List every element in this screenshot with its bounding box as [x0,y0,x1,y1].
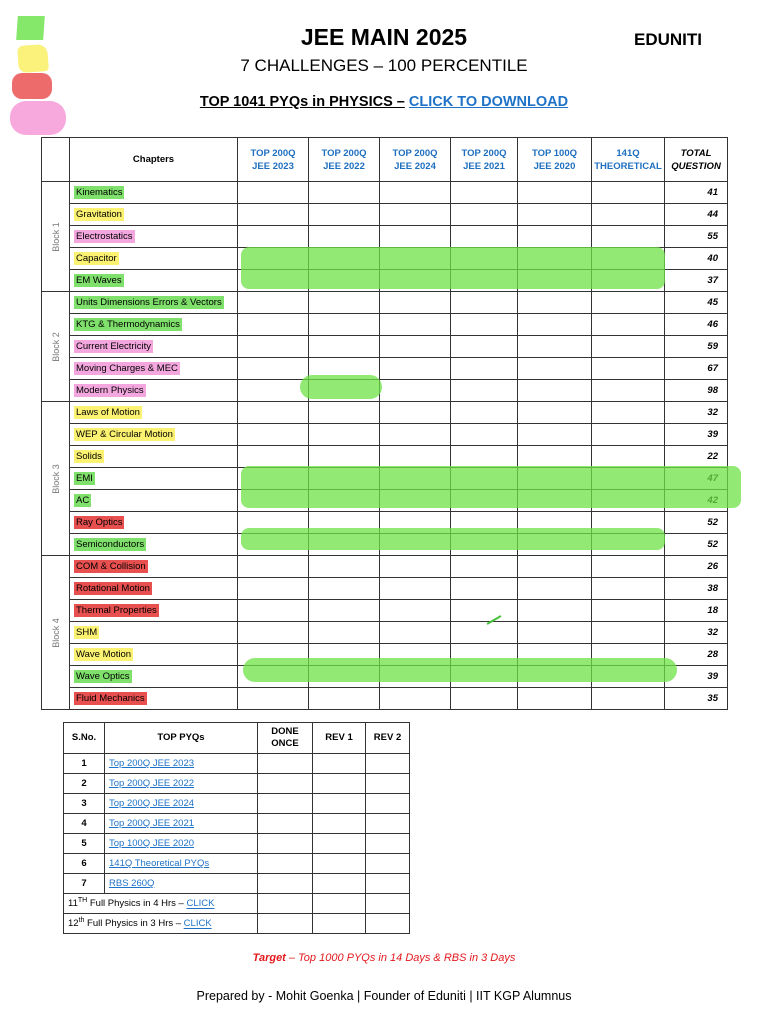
total-questions: 44 [665,204,728,226]
progress-cell[interactable] [309,688,380,710]
pyq-set-link[interactable]: Top 100Q JEE 2020 [109,838,195,849]
total-questions: 41 [665,182,728,204]
chapter-row [42,292,728,314]
progress-cell[interactable] [592,402,665,424]
target-text: – Top 1000 PYQs in 14 Days & RBS in 3 Days [285,952,516,964]
progress-cell[interactable] [309,292,380,314]
serial-number: 1 [64,754,105,774]
full-physics-cell: 12th Full Physics in 3 Hrs – CLICK [64,914,258,934]
highlight-stroke [243,658,677,682]
total-questions: 67 [665,358,728,380]
chapter-name: Wave Optics [70,666,238,688]
pyq-set-link[interactable]: 141Q Theoretical PYQs [109,858,210,869]
download-line [0,94,768,110]
progress-cell[interactable] [592,358,665,380]
col-header-jee-2020: TOP 100Q JEE 2020 [518,138,592,182]
chapter-name: Ray Optics [70,512,238,534]
progress-cell[interactable] [238,622,309,644]
total-questions: 98 [665,380,728,402]
rev2-cell[interactable] [366,754,410,774]
chapter-name: COM & Collision [70,556,238,578]
progress-cell[interactable] [518,358,592,380]
progress-cell[interactable] [309,226,380,248]
progress-cell[interactable] [309,622,380,644]
pyq-set-cell [105,854,258,874]
progress-cell[interactable] [238,688,309,710]
rev1-cell[interactable] [313,854,366,874]
chapter-name: Kinematics [70,182,238,204]
progress-cell[interactable] [518,380,592,402]
progress-cell[interactable] [238,424,309,446]
progress-cell[interactable] [592,226,665,248]
progress-cell[interactable] [451,380,518,402]
pyq-tracker-table [63,722,410,934]
total-questions: 38 [665,578,728,600]
col-header-jee-2024: TOP 200Q JEE 2024 [380,138,451,182]
page-title: JEE MAIN 2025 [300,24,468,50]
tracker-header [64,723,410,754]
progress-cell[interactable] [238,446,309,468]
pyq-set-cell [105,794,258,814]
progress-cell[interactable] [380,556,451,578]
progress-cell[interactable] [451,336,518,358]
done-once-cell[interactable] [258,874,313,894]
done-once-cell[interactable] [258,794,313,814]
block-header [42,138,70,182]
tracker-row [64,754,410,774]
serial-number: 6 [64,854,105,874]
chapter-row [42,578,728,600]
chapter-name: EMI [70,468,238,490]
progress-cell[interactable] [592,424,665,446]
block-label: Block 1 [42,182,70,292]
progress-cell[interactable] [380,380,451,402]
rev2-cell[interactable] [366,894,410,914]
chapter-name: EM Waves [70,270,238,292]
progress-cell[interactable] [592,380,665,402]
progress-cell[interactable] [592,204,665,226]
chapters-header: Chapters [70,138,238,182]
rev1-cell[interactable] [313,874,366,894]
progress-cell[interactable] [592,292,665,314]
chapter-row [42,600,728,622]
brand-name: EDUNITI [634,30,702,49]
block-label: Block 4 [42,556,70,710]
progress-cell[interactable] [309,578,380,600]
progress-cell[interactable] [451,424,518,446]
progress-cell[interactable] [380,182,451,204]
tracker-row [64,794,410,814]
chapter-name: WEP & Circular Motion [70,424,238,446]
total-questions: 40 [665,248,728,270]
progress-cell[interactable] [309,600,380,622]
rev1-cell[interactable] [313,834,366,854]
serial-number: 4 [64,814,105,834]
total-questions: 52 [665,534,728,556]
progress-cell[interactable] [451,314,518,336]
total-questions: 55 [665,226,728,248]
progress-cell[interactable] [451,226,518,248]
total-questions: 39 [665,666,728,688]
total-questions: 46 [665,314,728,336]
progress-cell[interactable] [309,204,380,226]
chapter-name: Wave Motion [70,644,238,666]
progress-cell[interactable] [238,380,309,402]
highlight-stroke [241,247,665,289]
chapter-name: Gravitation [70,204,238,226]
serial-number: 3 [64,794,105,814]
serial-number: 7 [64,874,105,894]
rev2-cell[interactable] [366,814,410,834]
rev2-header: REV 2 [366,723,410,754]
chapter-name: Semiconductors [70,534,238,556]
progress-cell[interactable] [238,226,309,248]
target-label: Target [252,952,286,964]
chapter-table-header [42,138,728,182]
progress-cell[interactable] [380,600,451,622]
highlight-stroke [241,466,741,508]
progress-cell[interactable] [518,688,592,710]
progress-cell[interactable] [309,336,380,358]
progress-cell[interactable] [592,336,665,358]
chapter-row [42,402,728,424]
progress-cell[interactable] [592,446,665,468]
col-header-total: TOTAL QUESTION [665,138,728,182]
progress-cell[interactable] [380,314,451,336]
progress-cell[interactable] [518,424,592,446]
progress-cell[interactable] [592,688,665,710]
rev2-cell[interactable] [366,874,410,894]
chapter-row [42,556,728,578]
progress-cell[interactable] [451,402,518,424]
chapter-name: Fluid Mechanics [70,688,238,710]
progress-cell[interactable] [309,556,380,578]
progress-cell[interactable] [238,402,309,424]
block-label: Block 2 [42,292,70,402]
progress-cell[interactable] [380,204,451,226]
tracker-extra-row [64,894,410,914]
chapter-row [42,622,728,644]
progress-cell[interactable] [451,358,518,380]
highlight-stroke [241,528,665,550]
download-link[interactable]: CLICK TO DOWNLOAD [408,94,569,110]
total-questions: 32 [665,622,728,644]
progress-cell[interactable] [238,578,309,600]
total-questions: 35 [665,688,728,710]
total-questions: 28 [665,644,728,666]
full-physics-cell: 11TH Full Physics in 4 Hrs – CLICK [64,894,258,914]
progress-cell[interactable] [451,204,518,226]
done-once-cell[interactable] [258,814,313,834]
progress-cell[interactable] [309,314,380,336]
chapter-row [42,182,728,204]
chapter-name: SHM [70,622,238,644]
pyq-set-cell [105,754,258,774]
chapter-name: Thermal Properties [70,600,238,622]
rev1-cell[interactable] [313,774,366,794]
progress-cell[interactable] [518,578,592,600]
progress-cell[interactable] [592,622,665,644]
tracker-row [64,814,410,834]
pyq-set-link[interactable]: Top 200Q JEE 2022 [109,778,195,789]
progress-cell[interactable] [518,446,592,468]
progress-cell[interactable] [238,336,309,358]
total-questions: 22 [665,446,728,468]
progress-cell[interactable] [309,424,380,446]
tracker-row [64,834,410,854]
progress-cell[interactable] [380,446,451,468]
chapter-name: Current Electricity [70,336,238,358]
progress-cell[interactable] [518,556,592,578]
chapter-name: Units Dimensions Errors & Vectors [70,292,238,314]
done-once-cell[interactable] [258,834,313,854]
page-subtitle: 7 CHALLENGES – 100 PERCENTILE [240,56,528,75]
chapter-name: Laws of Motion [70,402,238,424]
done-once-cell[interactable] [258,754,313,774]
progress-cell[interactable] [380,336,451,358]
rev2-cell[interactable] [366,854,410,874]
col-header-theoretical: 141Q THEORETICAL [592,138,665,182]
progress-cell[interactable] [451,600,518,622]
progress-cell[interactable] [518,622,592,644]
progress-cell[interactable] [518,600,592,622]
pyq-set-link[interactable]: Top 200Q JEE 2023 [109,758,195,769]
progress-cell[interactable] [451,556,518,578]
total-questions: 52 [665,512,728,534]
col-header-jee-2023: TOP 200Q JEE 2023 [238,138,309,182]
rev2-cell[interactable] [366,834,410,854]
progress-cell[interactable] [380,402,451,424]
progress-cell[interactable] [380,622,451,644]
total-questions: 39 [665,424,728,446]
progress-cell[interactable] [518,182,592,204]
chapter-name: KTG & Thermodynamics [70,314,238,336]
chapter-row [42,358,728,380]
rev2-cell[interactable] [366,794,410,814]
progress-cell[interactable] [592,600,665,622]
progress-cell[interactable] [518,226,592,248]
chapter-row [42,688,728,710]
chapter-row [42,314,728,336]
pyq-set-link[interactable]: Top 200Q JEE 2024 [109,798,195,809]
rev1-header: REV 1 [313,723,366,754]
progress-cell[interactable] [451,688,518,710]
done-once-cell[interactable] [258,894,313,914]
chapter-row [42,380,728,402]
progress-cell[interactable] [451,446,518,468]
serial-number: 2 [64,774,105,794]
download-lead-text: TOP 1041 PYQs in PHYSICS – [199,94,405,110]
tracker-row [64,774,410,794]
rev1-cell[interactable] [313,814,366,834]
full-physics-link[interactable]: CLICK [186,898,215,910]
chapter-name: Solids [70,446,238,468]
progress-cell[interactable] [380,292,451,314]
total-questions: 26 [665,556,728,578]
done-once-cell[interactable] [258,854,313,874]
tracker-row [64,874,410,894]
done-once-cell[interactable] [258,914,313,934]
chapter-row [42,204,728,226]
pyq-set-cell [105,834,258,854]
total-questions: 59 [665,336,728,358]
total-questions: 32 [665,402,728,424]
chapter-row [42,226,728,248]
progress-cell[interactable] [380,578,451,600]
total-questions: 37 [665,270,728,292]
sno-header: S.No. [64,723,105,754]
pyq-set-cell [105,814,258,834]
top-pyqs-header: TOP PYQs [105,723,258,754]
progress-cell[interactable] [309,446,380,468]
done-once-header: DONE ONCE [258,723,313,754]
pyq-set-cell [105,874,258,894]
chapter-table [41,137,728,710]
progress-cell[interactable] [238,600,309,622]
highlight-stroke [300,375,382,399]
chapter-name: Rotational Motion [70,578,238,600]
chapter-name: Modern Physics [70,380,238,402]
progress-cell[interactable] [309,182,380,204]
tracker-row [64,854,410,874]
progress-cell[interactable] [592,182,665,204]
rev2-cell[interactable] [366,914,410,934]
total-questions: 45 [665,292,728,314]
progress-cell[interactable] [592,314,665,336]
full-physics-link[interactable]: CLICK [183,918,212,930]
progress-cell[interactable] [380,424,451,446]
progress-cell[interactable] [518,336,592,358]
progress-cell[interactable] [238,358,309,380]
done-once-cell[interactable] [258,774,313,794]
col-header-jee-2022: TOP 200Q JEE 2022 [309,138,380,182]
progress-cell[interactable] [518,292,592,314]
progress-cell[interactable] [518,402,592,424]
progress-cell[interactable] [451,578,518,600]
chapter-row [42,424,728,446]
progress-cell[interactable] [309,402,380,424]
pyq-set-link[interactable]: RBS 260Q [109,878,155,889]
progress-cell[interactable] [451,182,518,204]
col-header-jee-2021: TOP 200Q JEE 2021 [451,138,518,182]
tracker-extra-row [64,914,410,934]
chapter-name: AC [70,490,238,512]
progress-cell[interactable] [238,292,309,314]
rev1-cell[interactable] [313,754,366,774]
chapter-name: Electrostatics [70,226,238,248]
rev1-cell[interactable] [313,794,366,814]
chapter-row [42,336,728,358]
serial-number: 5 [64,834,105,854]
progress-cell[interactable] [592,578,665,600]
progress-cell[interactable] [238,314,309,336]
progress-cell[interactable] [238,182,309,204]
progress-cell[interactable] [238,204,309,226]
pyq-set-link[interactable]: Top 200Q JEE 2021 [109,818,195,829]
target-note [0,952,768,964]
pyq-set-cell [105,774,258,794]
footer-credit: Prepared by - Mohit Goenka | Founder of Eduniti | IIT KGP Alumnus [196,989,572,1003]
rev1-cell[interactable] [313,914,366,934]
chapter-name: Moving Charges & MEC [70,358,238,380]
chapter-row [42,446,728,468]
chapter-name: Capacitor [70,248,238,270]
progress-cell[interactable] [518,204,592,226]
progress-cell[interactable] [592,556,665,578]
progress-cell[interactable] [380,688,451,710]
rev1-cell[interactable] [313,894,366,914]
block-label: Block 3 [42,402,70,556]
total-questions: 18 [665,600,728,622]
progress-cell[interactable] [380,226,451,248]
progress-cell[interactable] [238,556,309,578]
progress-cell[interactable] [380,358,451,380]
progress-cell[interactable] [518,314,592,336]
progress-cell[interactable] [451,622,518,644]
progress-cell[interactable] [451,292,518,314]
rev2-cell[interactable] [366,774,410,794]
